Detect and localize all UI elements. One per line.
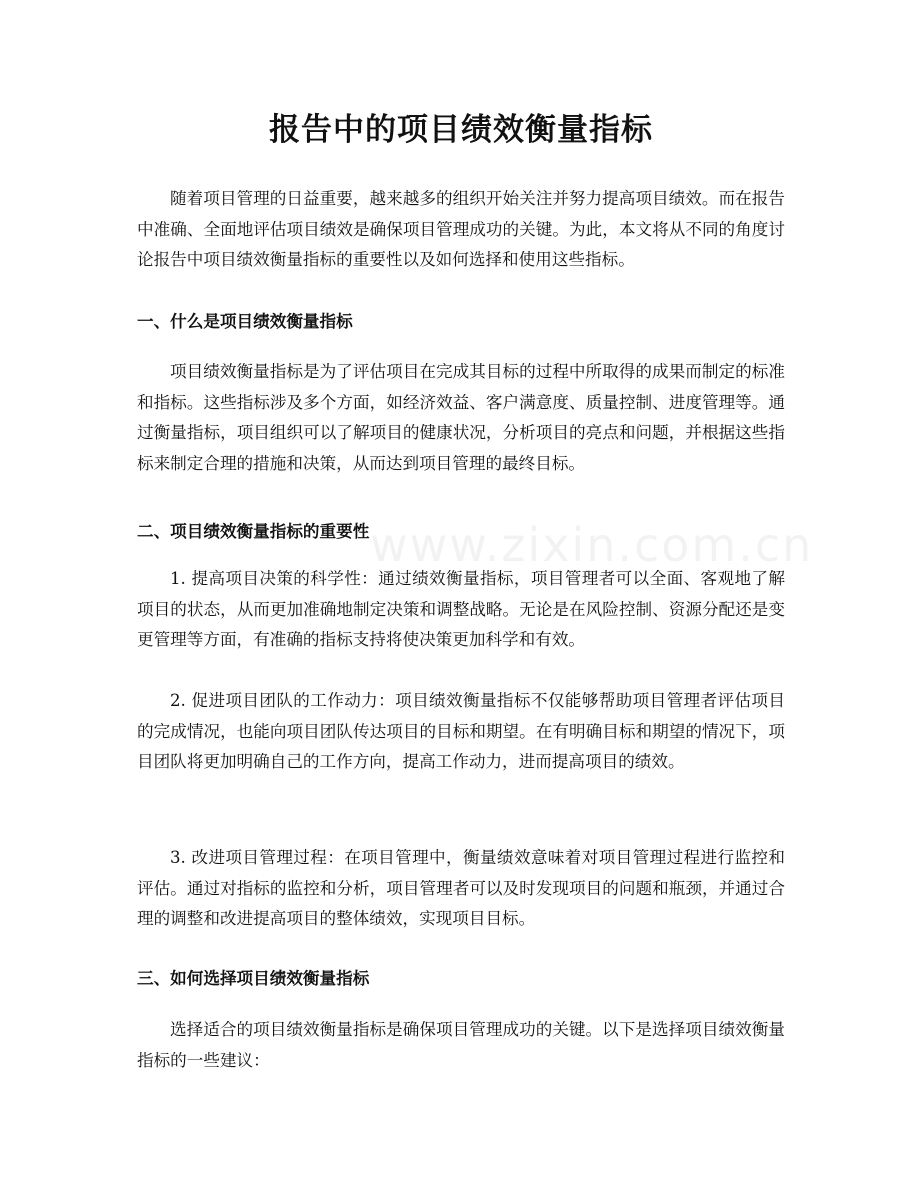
watermark-text: www.zixin.com.cn xyxy=(370,518,814,572)
section-3-heading: 三、如何选择项目绩效衡量指标 xyxy=(137,969,370,988)
section-2-heading: 二、项目绩效衡量指标的重要性 xyxy=(137,522,370,541)
section-1-heading: 一、什么是项目绩效衡量指标 xyxy=(137,312,353,331)
section-2-paragraph-1: 1. 提高项目决策的科学性：通过绩效衡量指标，项目管理者可以全面、客观地了解项目的状态，从而更加准确地制定决策和调整战略。无论是在风险控制、资源分配还是变更管理等方面，有准确的指标支持将使决策更加科学和有效。 xyxy=(137,569,785,649)
section-1-paragraph-1: 项目绩效衡量指标是为了评估项目在完成其目标的过程中所取得的成果而制定的标准和指标。这些指标涉及多个方面，如经济效益、客户满意度、质量控制、进度管理等。通过衡量指标，项目组织可以了解项目的健康状况，分析项目的亮点和问题，并根据这些指标来制定合理的措施和决策，从而达到项目管理的最终目标。 xyxy=(137,362,785,473)
intro-paragraph: 随着项目管理的日益重要，越来越多的组织开始关注并努力提高项目绩效。而在报告中准确、全面地评估项目绩效是确保项目管理成功的关键。为此，本文将从不同的角度讨论报告中项目绩效衡量指标的重要性以及如何选择和使用这些指标。 xyxy=(137,189,785,269)
section-3-paragraph-1: 选择适合的项目绩效衡量指标是确保项目管理成功的关键。以下是选择项目绩效衡量指标的一些建议： xyxy=(137,1020,785,1070)
section-2-paragraph-3: 3. 改进项目管理过程：在项目管理中，衡量绩效意味着对项目管理过程进行监控和评估。通过对指标的监控和分析，项目管理者可以及时发现项目的问题和瓶颈，并通过合理的调整和改进提高项目的整体绩效，实现项目目标。 xyxy=(137,848,785,928)
document-title: 报告中的项目绩效衡量指标 xyxy=(269,112,653,148)
section-2-paragraph-2: 2. 促进项目团队的工作动力：项目绩效衡量指标不仅能够帮助项目管理者评估项目的完成情况，也能向项目团队传达项目的目标和期望。在有明确目标和期望的情况下，项目团队将更加明确自己的工作方向，提高工作动力，进而提高项目的绩效。 xyxy=(137,691,785,771)
